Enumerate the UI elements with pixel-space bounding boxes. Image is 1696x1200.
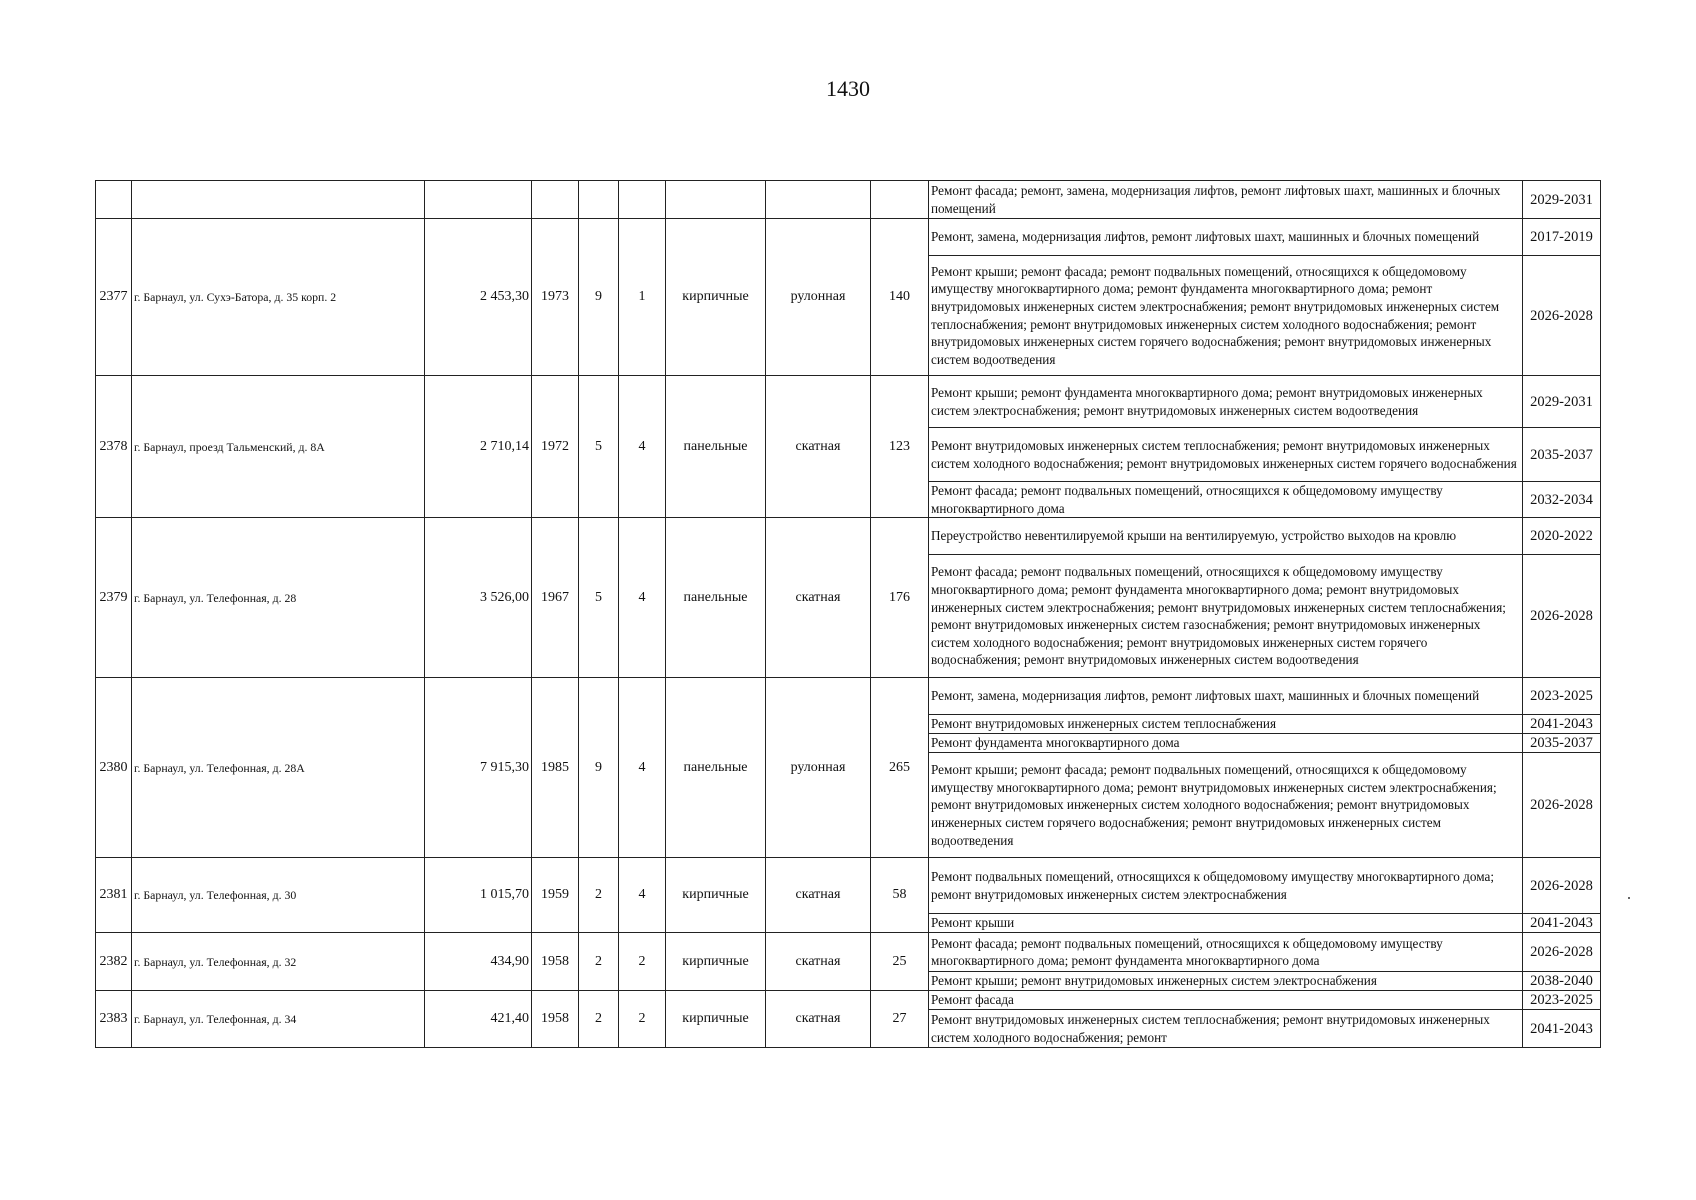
wall-material: панельные [666, 678, 766, 858]
building-number: 2381 [96, 858, 132, 933]
build-year: 1958 [532, 933, 579, 991]
repair-period: 2026-2028 [1523, 858, 1601, 914]
building-address: г. Барнаул, ул. Телефонная, д. 34 [132, 991, 425, 1048]
building-number: 2377 [96, 219, 132, 376]
table-row [96, 219, 1601, 256]
build-year: 1972 [532, 376, 579, 518]
entrance-count: 2 [619, 933, 666, 991]
repair-period: 2041-2043 [1523, 1010, 1601, 1048]
repair-period: 2026-2028 [1523, 256, 1601, 376]
total-area: 434,90 [425, 933, 532, 991]
repair-work-list: Ремонт крыши; ремонт внутридомовых инженерных систем электроснабжения [929, 972, 1523, 991]
repair-work-list: Ремонт крыши; ремонт фасада; ремонт подвальных помещений, относящихся к общедомовому имуществу многоквартирного дома; ремонт фундамента многоквартирного дома; ремонт внутридомовых инженерных систем электроснабжения; ремонт внутридомовых инженерных систем теплоснабжения; ремонт внутридомовых инженерных систем холодного водоснабжения; ремонт внутридомовых инженерных систем горячего водоснабжения; ремонт внутридомовых инженерных систем водоотведения [929, 256, 1523, 376]
roof-type: рулонная [766, 678, 871, 858]
apartment-count: 176 [871, 518, 929, 678]
wall-material: панельные [666, 376, 766, 518]
total-area [425, 181, 532, 219]
wall-material: кирпичные [666, 219, 766, 376]
wall-material: панельные [666, 518, 766, 678]
repair-work-list: Ремонт фундамента многоквартирного дома [929, 734, 1523, 753]
entrance-count [619, 181, 666, 219]
repair-period: 2026-2028 [1523, 753, 1601, 858]
repair-work-list: Ремонт фасада; ремонт, замена, модернизация лифтов, ремонт лифтовых шахт, машинных и блочных помещений [929, 181, 1523, 219]
apartment-count [871, 181, 929, 219]
building-number: 2378 [96, 376, 132, 518]
wall-material [666, 181, 766, 219]
building-address: г. Барнаул, ул. Сухэ-Батора, д. 35 корп. 2 [132, 219, 425, 376]
repair-period: 2041-2043 [1523, 715, 1601, 734]
roof-type: рулонная [766, 219, 871, 376]
table-row [96, 181, 1601, 219]
repair-work-list: Ремонт, замена, модернизация лифтов, ремонт лифтовых шахт, машинных и блочных помещений [929, 219, 1523, 256]
repair-work-list: Ремонт фасада; ремонт подвальных помещений, относящихся к общедомовому имуществу многоквартирного дома; ремонт фундамента многоквартирного дома [929, 933, 1523, 972]
roof-type [766, 181, 871, 219]
floor-count: 2 [579, 991, 619, 1048]
repair-period: 2023-2025 [1523, 678, 1601, 715]
entrance-count: 4 [619, 678, 666, 858]
repair-period: 2023-2025 [1523, 991, 1601, 1010]
entrance-count: 4 [619, 518, 666, 678]
page-number: 1430 [826, 76, 870, 101]
total-area: 421,40 [425, 991, 532, 1048]
build-year: 1973 [532, 219, 579, 376]
build-year [532, 181, 579, 219]
repair-period: 2026-2028 [1523, 933, 1601, 972]
building-address: г. Барнаул, проезд Тальменский, д. 8А [132, 376, 425, 518]
repair-period: 2035-2037 [1523, 428, 1601, 482]
repair-work-list: Ремонт крыши; ремонт фасада; ремонт подвальных помещений, относящихся к общедомовому имуществу многоквартирного дома; ремонт внутридомовых инженерных систем электроснабжения; ремонт внутридомовых инженерных систем холодного водоснабжения; ремонт внутридомовых инженерных систем горячего водоснабжения; ремонт внутридомовых инженерных систем водоотведения [929, 753, 1523, 858]
total-area: 7 915,30 [425, 678, 532, 858]
wall-material: кирпичные [666, 858, 766, 933]
roof-type: скатная [766, 991, 871, 1048]
repair-period: 2041-2043 [1523, 914, 1601, 933]
wall-material: кирпичные [666, 991, 766, 1048]
apartment-count: 140 [871, 219, 929, 376]
apartment-count: 265 [871, 678, 929, 858]
repair-work-list: Ремонт крыши [929, 914, 1523, 933]
roof-type: скатная [766, 518, 871, 678]
entrance-count: 2 [619, 991, 666, 1048]
total-area: 3 526,00 [425, 518, 532, 678]
building-address: г. Барнаул, ул. Телефонная, д. 28 [132, 518, 425, 678]
building-address: г. Барнаул, ул. Телефонная, д. 30 [132, 858, 425, 933]
entrance-count: 1 [619, 219, 666, 376]
repair-period: 2035-2037 [1523, 734, 1601, 753]
building-address: г. Барнаул, ул. Телефонная, д. 28А [132, 678, 425, 858]
repair-work-list: Ремонт подвальных помещений, относящихся к общедомовому имуществу многоквартирного дома; ремонт внутридомовых инженерных систем электроснабжения [929, 858, 1523, 914]
repair-work-list: Переустройство невентилируемой крыши на вентилируемую, устройство выходов на кровлю [929, 518, 1523, 555]
repair-work-list: Ремонт фасада; ремонт подвальных помещений, относящихся к общедомовому имуществу многоквартирного дома [929, 482, 1523, 518]
floor-count: 2 [579, 933, 619, 991]
repair-period: 2038-2040 [1523, 972, 1601, 991]
floor-count: 5 [579, 376, 619, 518]
table-row [96, 376, 1601, 428]
repair-work-list: Ремонт внутридомовых инженерных систем теплоснабжения [929, 715, 1523, 734]
build-year: 1967 [532, 518, 579, 678]
repair-period: 2029-2031 [1523, 376, 1601, 428]
apartment-count: 27 [871, 991, 929, 1048]
entrance-count: 4 [619, 376, 666, 518]
floor-count: 9 [579, 219, 619, 376]
repair-period: 2020-2022 [1523, 518, 1601, 555]
roof-type: скатная [766, 933, 871, 991]
entrance-count: 4 [619, 858, 666, 933]
table-row [96, 858, 1601, 914]
apartment-count: 25 [871, 933, 929, 991]
building-number: 2380 [96, 678, 132, 858]
scan-speck [1628, 897, 1630, 899]
building-number: 2379 [96, 518, 132, 678]
wall-material: кирпичные [666, 933, 766, 991]
floor-count: 5 [579, 518, 619, 678]
building-number: 2383 [96, 991, 132, 1048]
table-row [96, 678, 1601, 715]
build-year: 1985 [532, 678, 579, 858]
roof-type: скатная [766, 376, 871, 518]
repair-period: 2026-2028 [1523, 555, 1601, 678]
floor-count [579, 181, 619, 219]
building-number: 2382 [96, 933, 132, 991]
total-area: 2 453,30 [425, 219, 532, 376]
table-row [96, 933, 1601, 972]
repair-period: 2029-2031 [1523, 181, 1601, 219]
table-body [96, 181, 1601, 1048]
table-row [96, 518, 1601, 555]
total-area: 2 710,14 [425, 376, 532, 518]
building-address [132, 181, 425, 219]
repair-work-list: Ремонт внутридомовых инженерных систем теплоснабжения; ремонт внутридомовых инженерных систем холодного водоснабжения; ремонт внутридомовых инженерных систем горячего водоснабжения [929, 428, 1523, 482]
build-year: 1959 [532, 858, 579, 933]
table-row [96, 991, 1601, 1010]
repair-period: 2032-2034 [1523, 482, 1601, 518]
floor-count: 2 [579, 858, 619, 933]
repair-work-list: Ремонт, замена, модернизация лифтов, ремонт лифтовых шахт, машинных и блочных помещений [929, 678, 1523, 715]
apartment-count: 123 [871, 376, 929, 518]
roof-type: скатная [766, 858, 871, 933]
building-address: г. Барнаул, ул. Телефонная, д. 32 [132, 933, 425, 991]
repair-work-list: Ремонт внутридомовых инженерных систем теплоснабжения; ремонт внутридомовых инженерных систем холодного водоснабжения; ремонт [929, 1010, 1523, 1048]
repair-work-list: Ремонт фасада [929, 991, 1523, 1010]
repair-period: 2017-2019 [1523, 219, 1601, 256]
build-year: 1958 [532, 991, 579, 1048]
floor-count: 9 [579, 678, 619, 858]
repair-work-list: Ремонт крыши; ремонт фундамента многоквартирного дома; ремонт внутридомовых инженерных систем электроснабжения; ремонт внутридомовых инженерных систем водоотведения [929, 376, 1523, 428]
apartment-count: 58 [871, 858, 929, 933]
building-number [96, 181, 132, 219]
housing-repair-table [95, 180, 1601, 1048]
repair-work-list: Ремонт фасада; ремонт подвальных помещений, относящихся к общедомовому имуществу многоквартирного дома; ремонт фундамента многоквартирного дома; ремонт внутридомовых инженерных систем электроснабжения; ремонт внутридомовых инженерных систем теплоснабжения; ремонт внутридомовых инженерных систем газоснабжения; ремонт внутридомовых инженерных систем холодного водоснабжения; ремонт внутридомовых инженерных систем горячего водоснабжения; ремонт внутридомовых инженерных систем водоотведения [929, 555, 1523, 678]
total-area: 1 015,70 [425, 858, 532, 933]
